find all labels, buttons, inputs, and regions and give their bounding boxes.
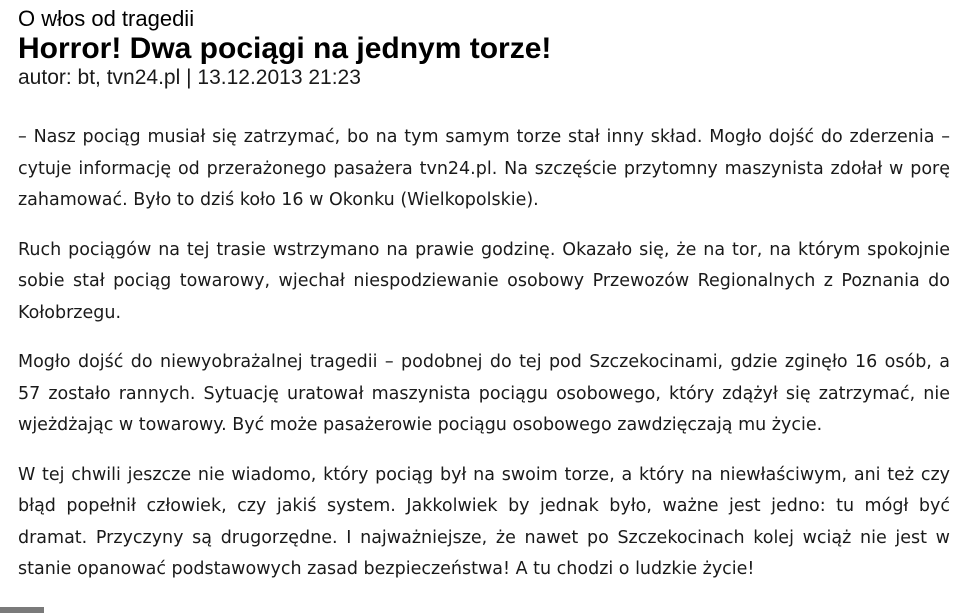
article-byline: autor: bt, tvn24.pl | 13.12.2013 21:23 [18,66,361,89]
article-kicker: O włos od tragedii [18,6,195,31]
article-body [18,122,950,586]
article-paragraph: – Nasz pociąg musiał się zatrzymać, bo na tym samym torze stał inny skład. Mogło dojść do zderzenia – cytuje informację od przerażonego pasażera tvn24.pl. Na szczęście przytomny maszynista zdołał w porę zahamować. Było to dziś koło 16 w Okonku (Wielkopolskie). [18,127,950,210]
article-title: Horror! Dwa pociągi na jednym torze! [18,32,552,65]
article-paragraph: Ruch pociągów na tej trasie wstrzymano na prawie godzinę. Okazało się, że na tor, na którym spokojnie sobie stał pociąg towarowy, wjechał niespodziewanie osobowy Przewozów Regionalnych z Poznania do Kołobrzegu. [18,239,950,323]
article-paragraph: Mogło dojść do niewyobrażalnej tragedii – podobnej do tej pod Szczekocinami, gdzie zginęło 16 osób, a 57 zostało rannych. Sytuację uratował maszynista pociągu osobowego, który zdążył się zatrzymać, nie wjeżdżając w towarowy. Być może pasażerowie pociągu osobowego zawdzięczają mu życie. [18,352,950,435]
article [18,6,950,604]
corner-mark [0,607,44,613]
article-paragraph: W tej chwili jeszcze nie wiadomo, który pociąg był na swoim torze, a który na niewłaściwym, ani też czy błąd popełnił człowiek, czy jakiś system. Jakkolwiek by jednak było, ważne jest jedno: tu mógł być dramat. Przyczyny są drugorzędne. I najważniejsze, że nawet po Szczekocinach kolej wciąż nie jest w stanie opanować podstawowych zasad bezpieczeństwa! A tu chodzi o ludzkie życie! [18,464,950,579]
